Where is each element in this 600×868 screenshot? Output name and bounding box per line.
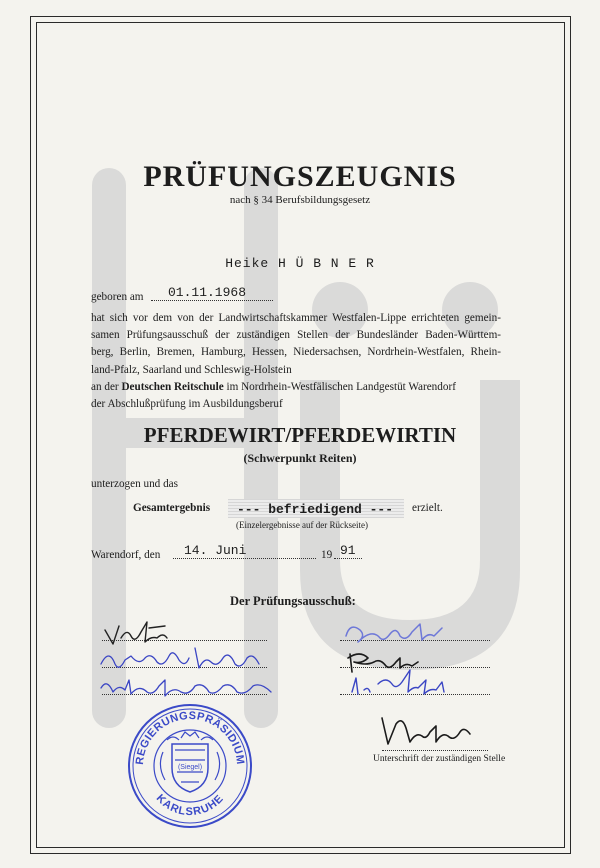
total-result: --- befriedigend ---: [237, 502, 394, 517]
seal-top-text: REGIERUNGSPRÄSIDIUM: [133, 709, 247, 766]
total-suffix: erzielt.: [412, 502, 443, 514]
profession-title: PFERDEWIRT/PFERDEWIRTIN: [143, 423, 457, 447]
school-line: [91, 379, 501, 396]
holder-name: Heike H Ü B N E R: [225, 256, 375, 271]
seal-center-text: (Siegel): [177, 764, 203, 771]
authority-signature: [376, 708, 476, 754]
undergone-text: unterzogen und das: [91, 478, 178, 490]
official-seal: [125, 700, 255, 830]
paragraph-line: berg, Berlin, Bremen, Hamburg, Hessen, Niedersachsen, Nordrhein-Westfalen, Rhein-: [91, 346, 501, 359]
paragraph-line: samen Prüfungsausschuß der zuständigen Stellen der Bundesländer Baden-Württem-: [91, 329, 501, 342]
committee-signatures-right: [338, 612, 498, 704]
birth-date-line: [151, 300, 273, 301]
total-label: Gesamtergebnis: [133, 502, 211, 514]
birth-label: geboren am: [91, 291, 144, 303]
paragraph-line: land-Pfalz, Saarland und Schleswig-Holstein: [91, 363, 292, 376]
date-line: [173, 558, 316, 559]
exam-paragraph: [91, 310, 501, 413]
profession-focus: (Schwerpunkt Reiten): [243, 451, 357, 465]
committee-label: Der Prüfungsausschuß:: [230, 594, 356, 608]
authority-caption: Unterschrift der zuständigen Stelle: [373, 754, 506, 764]
seal-bottom-text: KARLSRUHE: [153, 792, 227, 819]
year-prefix: 19: [321, 549, 333, 561]
paragraph-line: hat sich vor dem von der Landwirtschaftskammer Westfalen-Lippe errichteten gemein-: [91, 312, 501, 324]
school-name: Deutschen Reitschule: [121, 380, 224, 393]
year-suffix: 91: [340, 543, 356, 558]
coat-of-arms-icon: [160, 732, 219, 792]
place-label: Warendorf, den: [91, 549, 161, 561]
school-suffix: im Nordrhein-Westfälischen Landgestüt Warendorf: [226, 380, 456, 393]
certificate-subtitle: nach § 34 Berufsbildungsgesetz: [229, 194, 371, 206]
details-note: (Einzelergebnisse auf der Rückseite): [236, 520, 369, 530]
committee-signatures-left: [95, 608, 275, 708]
certificate-title: PRÜFUNGSZEUGNIS: [143, 160, 457, 193]
issue-date: 14. Juni: [184, 543, 247, 558]
birth-date: 01.11.1968: [168, 285, 247, 300]
school-prefix: an der: [91, 380, 119, 393]
year-line: [334, 558, 362, 559]
exam-line: der Abschlußprüfung im Ausbildungsberuf: [91, 398, 283, 411]
